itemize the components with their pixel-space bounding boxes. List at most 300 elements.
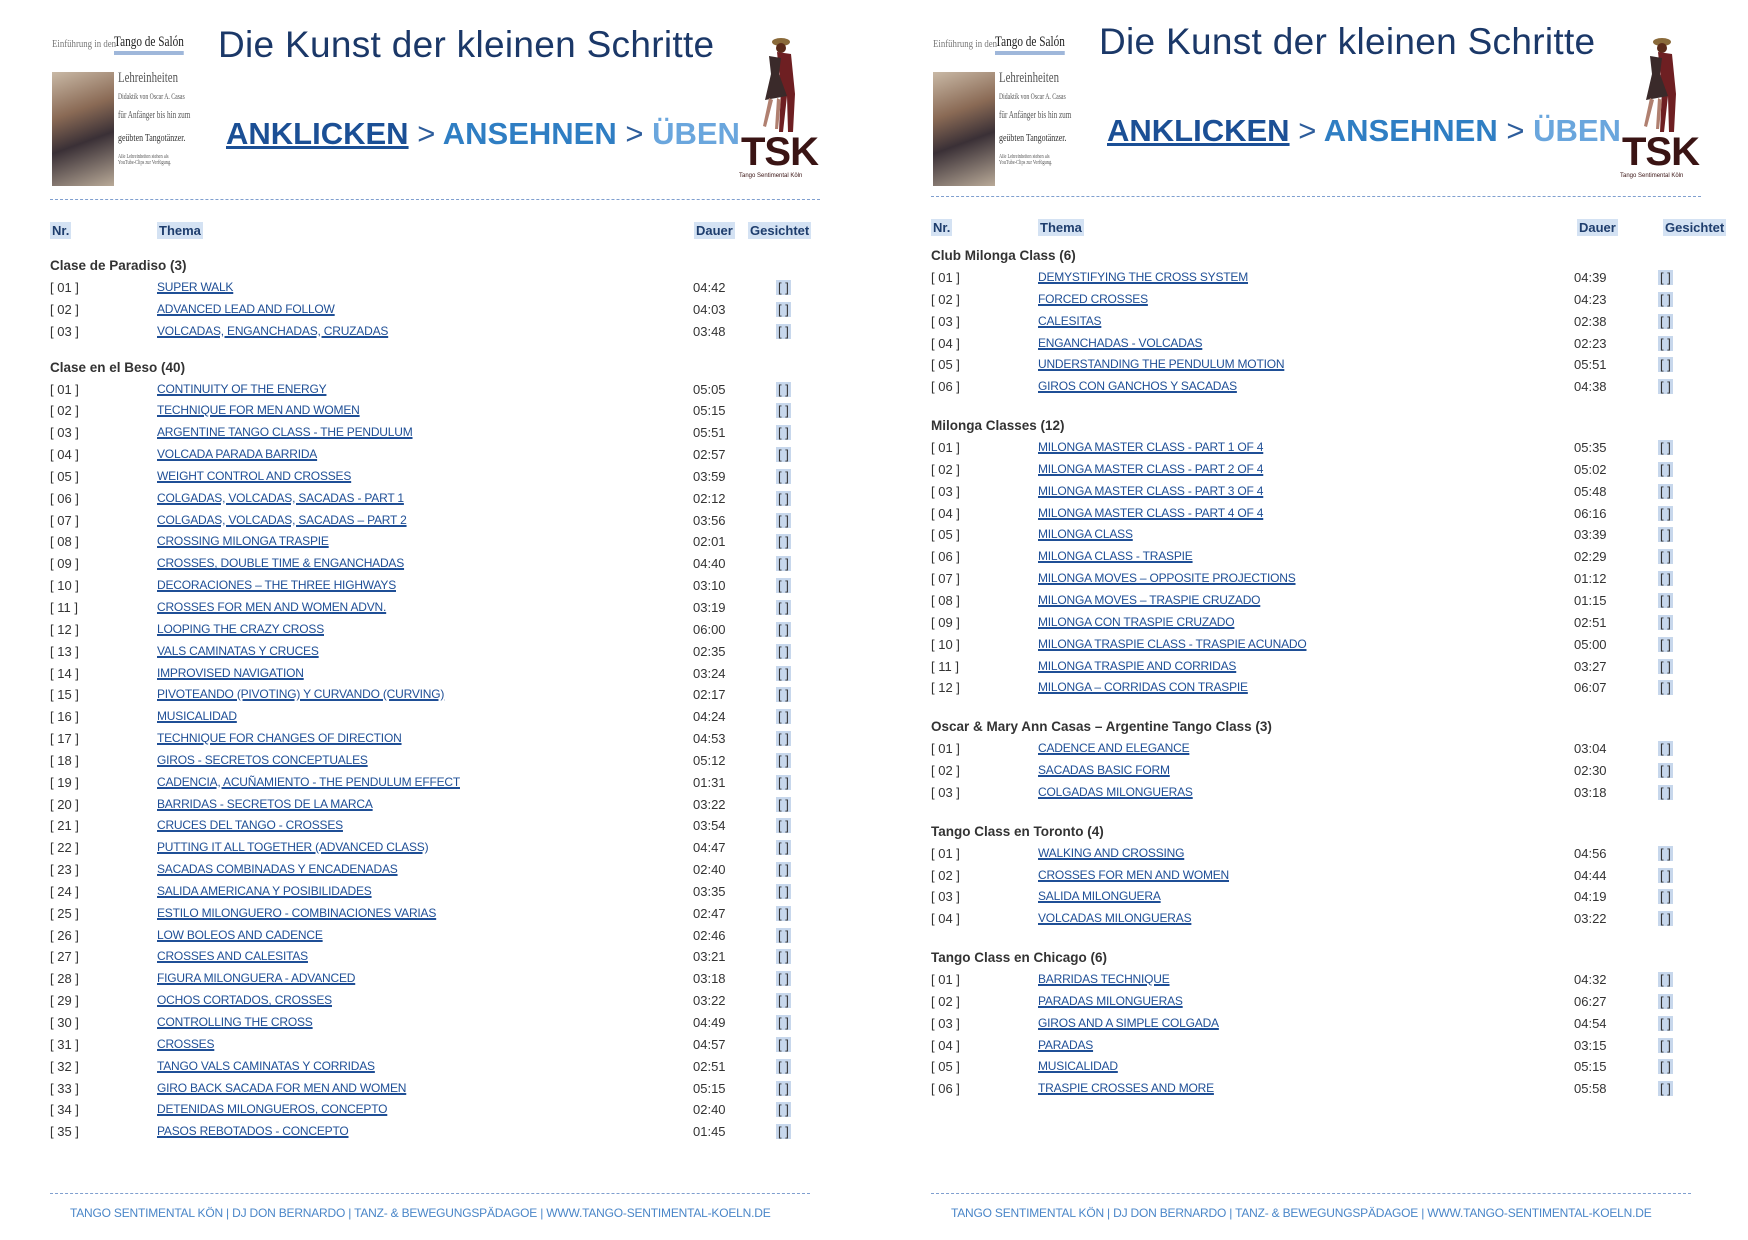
lesson-link[interactable]: SACADAS COMBINADAS Y ENCADENADAS [157, 862, 398, 877]
watched-checkbox[interactable]: [ ] [778, 403, 789, 419]
lesson-link[interactable]: VALS CAMINATAS Y CRUCES [157, 643, 319, 658]
lesson-duration: 04:32 [1574, 972, 1607, 988]
lesson-duration: 05:58 [1574, 1081, 1607, 1097]
lesson-row [931, 1056, 1701, 1078]
watched-checkbox[interactable]: [ ] [778, 512, 789, 528]
watched-checkbox[interactable]: [ ] [778, 840, 789, 856]
lesson-link[interactable]: LOOPING THE CRAZY CROSS [157, 621, 324, 636]
lesson-number: [ 05 ] [50, 468, 79, 484]
lesson-row [50, 990, 820, 1012]
lesson-link[interactable]: MILONGA MOVES – OPPOSITE PROJECTIONS [1038, 571, 1296, 586]
lesson-row [50, 1012, 820, 1034]
lesson-link[interactable]: MUSICALIDAD [157, 709, 237, 724]
watched-checkbox[interactable]: [ ] [778, 381, 789, 397]
lesson-number: [ 04 ] [931, 335, 960, 351]
lesson-number: [ 24 ] [50, 883, 79, 899]
watched-checkbox[interactable]: [ ] [1660, 440, 1671, 456]
lesson-row [50, 277, 820, 299]
lesson-row [50, 641, 820, 663]
watched-checkbox[interactable]: [ ] [778, 1124, 789, 1140]
column-header-dauer: Dauer [1579, 220, 1616, 235]
lesson-number: [ 05 ] [931, 357, 960, 373]
group-heading: Tango Class en Toronto (4) [931, 823, 1104, 839]
lesson-row [931, 289, 1701, 311]
lesson-duration: 03:56 [693, 512, 726, 528]
watched-checkbox[interactable]: [ ] [1660, 291, 1671, 307]
lesson-duration: 01:31 [693, 774, 726, 790]
watched-checkbox[interactable]: [ ] [1660, 527, 1671, 543]
logo-text: Einführung in den [933, 38, 998, 50]
lesson-duration: 05:15 [693, 403, 726, 419]
watched-checkbox[interactable]: [ ] [1660, 1081, 1671, 1097]
lesson-duration: 04:03 [693, 301, 726, 317]
lesson-number: [ 02 ] [931, 291, 960, 307]
watched-checkbox[interactable]: [ ] [778, 578, 789, 594]
watched-checkbox[interactable]: [ ] [1660, 549, 1671, 565]
lesson-link[interactable]: ESTILO MILONGUERO - COMBINACIONES VARIAS [157, 905, 437, 920]
lesson-link[interactable]: MILONGA MASTER CLASS - PART 4 OF 4 [1038, 505, 1264, 520]
lesson-duration: 02:47 [693, 905, 726, 921]
lesson-number: [ 03 ] [931, 313, 960, 329]
lesson-number: [ 34 ] [50, 1102, 79, 1118]
lesson-number: [ 06 ] [931, 549, 960, 565]
lesson-number: [ 04 ] [50, 447, 79, 463]
lesson-number: [ 04 ] [931, 505, 960, 521]
watched-checkbox[interactable]: [ ] [1660, 313, 1671, 329]
lesson-link[interactable]: MILONGA MOVES – TRASPIE CRUZADO [1038, 592, 1261, 607]
lesson-row [50, 663, 820, 685]
watched-checkbox[interactable]: [ ] [778, 468, 789, 484]
lesson-number: [ 30 ] [50, 1015, 79, 1030]
lesson-duration: 04:54 [1574, 1015, 1607, 1031]
lesson-link[interactable]: GIROS CON GANCHOS Y SACADAS [1038, 379, 1237, 394]
watched-checkbox[interactable]: [ ] [1660, 1037, 1671, 1053]
lesson-group [50, 255, 820, 343]
dancers-photo [52, 72, 114, 186]
lesson-row [931, 437, 1701, 459]
group-heading: Oscar & Mary Ann Casas – Argentine Tango Class (3) [931, 719, 1272, 735]
lesson-row [50, 510, 820, 532]
lesson-link[interactable]: DECORACIONES – THE THREE HIGHWAYS [157, 578, 396, 593]
lesson-link[interactable]: MILONGA CLASS - TRASPIE [1038, 549, 1193, 564]
lesson-row [50, 1099, 820, 1121]
lesson-number: [ 13 ] [50, 643, 79, 659]
lesson-duration: 06:16 [1574, 505, 1607, 521]
watched-checkbox[interactable]: [ ] [1660, 357, 1671, 373]
lesson-link[interactable]: CROSSES FOR MEN AND WOMEN [1038, 867, 1230, 882]
tsk-logo [739, 34, 819, 184]
lesson-duration: 01:12 [1574, 571, 1607, 587]
lesson-duration: 04:40 [693, 556, 726, 572]
lesson-duration: 04:24 [693, 709, 726, 725]
lesson-number: [ 03 ] [50, 425, 79, 441]
lesson-link[interactable]: SALIDA AMERICANA Y POSIBILIDADES [157, 883, 372, 898]
watched-checkbox[interactable]: [ ] [1660, 680, 1671, 696]
lesson-duration: 05:15 [1574, 1059, 1607, 1075]
lesson-link[interactable]: FIGURA MILONGUERA - ADVANCED [157, 971, 356, 986]
logo-text: Alle Lehreinheiten stehen als YouTube-Clips zur Verfügung. [118, 154, 172, 166]
lesson-link[interactable]: MILONGA MASTER CLASS - PART 3 OF 4 [1038, 483, 1264, 498]
lesson-link[interactable]: CROSSES, DOUBLE TIME & ENGANCHADAS [157, 556, 405, 571]
watched-checkbox[interactable]: [ ] [1660, 889, 1671, 905]
lesson-row [931, 376, 1701, 398]
lesson-row [931, 677, 1701, 699]
lesson-link[interactable]: ENGANCHADAS - VOLCADAS [1038, 335, 1203, 350]
lesson-link[interactable]: VOLCADAS, ENGANCHADAS, CRUZADAS [157, 323, 389, 338]
steps-heading [1107, 113, 1621, 149]
watched-checkbox[interactable]: [ ] [778, 425, 789, 441]
lesson-link[interactable]: DEMYSTIFYING THE CROSS SYSTEM [1038, 270, 1249, 284]
logo-text: für Anfänger bis hin zum [999, 110, 1072, 121]
separator: > [625, 116, 644, 151]
watched-checkbox[interactable]: [ ] [778, 818, 789, 834]
lesson-row [50, 553, 820, 575]
steps-heading [226, 116, 740, 152]
page-footer: TANGO SENTIMENTAL KÖN | DJ DON BERNARDO | TANZ- & BEWEGUNGSPÄDAGOE | WWW.TANGO-SENTIMENTAL-KOELN.DE [70, 1206, 771, 1220]
watched-checkbox[interactable]: [ ] [778, 665, 789, 681]
lesson-duration: 03:59 [693, 468, 726, 484]
watched-checkbox[interactable]: [ ] [1660, 571, 1671, 587]
lesson-row [931, 908, 1701, 930]
watched-checkbox[interactable]: [ ] [778, 1058, 789, 1074]
lesson-number: [ 01 ] [50, 280, 79, 295]
lesson-number: [ 02 ] [50, 301, 79, 317]
page-title: Die Kunst der kleinen Schritte [1099, 21, 1596, 62]
lesson-row [50, 379, 820, 401]
lesson-number: [ 15 ] [50, 687, 79, 703]
watched-checkbox[interactable]: [ ] [1660, 505, 1671, 521]
watched-checkbox[interactable]: [ ] [1660, 784, 1671, 800]
lesson-row [931, 524, 1701, 546]
watched-checkbox[interactable]: [ ] [778, 905, 789, 921]
watched-checkbox[interactable]: [ ] [1660, 379, 1671, 395]
lesson-row [50, 925, 820, 947]
lesson-link[interactable]: CROSSING MILONGA TRASPIE [157, 534, 329, 549]
lesson-group [931, 821, 1701, 930]
page-title: Die Kunst der kleinen Schritte [218, 24, 715, 65]
lesson-row [50, 400, 820, 422]
watched-checkbox[interactable]: [ ] [1660, 636, 1671, 652]
watched-checkbox[interactable]: [ ] [1660, 993, 1671, 1009]
lesson-link[interactable]: SUPER WALK [157, 280, 234, 294]
lesson-row [931, 267, 1701, 289]
lesson-number: [ 32 ] [50, 1058, 79, 1074]
lesson-row [50, 750, 820, 772]
lesson-link[interactable]: CADENCE AND ELEGANCE [1038, 741, 1190, 756]
lesson-row [931, 612, 1701, 634]
lesson-row [931, 481, 1701, 503]
lesson-duration: 03:35 [693, 883, 726, 899]
group-heading: Tango Class en Chicago (6) [931, 950, 1108, 966]
anklicken-link[interactable]: ANKLICKEN [1107, 113, 1290, 148]
watched-checkbox[interactable]: [ ] [778, 1080, 789, 1096]
group-heading: Club Milonga Class (6) [931, 248, 1076, 263]
lesson-link[interactable]: CONTINUITY OF THE ENERGY [157, 381, 327, 396]
separator: > [1298, 113, 1317, 148]
lesson-number: [ 04 ] [931, 1037, 960, 1053]
lesson-link[interactable]: IMPROVISED NAVIGATION [157, 665, 304, 680]
lesson-link[interactable]: MILONGA – CORRIDAS CON TRASPIE [1038, 680, 1248, 695]
lesson-number: [ 02 ] [931, 867, 960, 883]
watched-checkbox[interactable]: [ ] [1660, 972, 1671, 988]
lesson-number: [ 01 ] [931, 972, 960, 988]
lesson-duration: 05:51 [1574, 357, 1607, 373]
logo-text: Didaktik von Oscar A. Casas [999, 92, 1066, 101]
lesson-link[interactable]: VOLCADAS MILONGUERAS [1038, 911, 1192, 926]
tsk-logo-text: TSK [1622, 130, 1699, 174]
watched-checkbox[interactable]: [ ] [1660, 270, 1671, 285]
lesson-number: [ 14 ] [50, 665, 79, 681]
group-heading: Clase de Paradiso (3) [50, 258, 187, 273]
lesson-row [50, 488, 820, 510]
watched-checkbox[interactable]: [ ] [778, 949, 789, 965]
lesson-number: [ 11 ] [50, 599, 78, 615]
lesson-row [50, 1056, 820, 1078]
lesson-number: [ 12 ] [931, 680, 960, 696]
lesson-link[interactable]: CROSSES AND CALESITAS [157, 949, 308, 964]
lesson-link[interactable]: PUTTING IT ALL TOGETHER (ADVANCED CLASS) [157, 840, 429, 855]
watched-checkbox[interactable]: [ ] [778, 796, 789, 812]
lesson-duration: 03:27 [1574, 658, 1607, 674]
lesson-number: [ 02 ] [931, 993, 960, 1009]
watched-checkbox[interactable]: [ ] [1660, 763, 1671, 779]
lesson-link[interactable]: UNDERSTANDING THE PENDULUM MOTION [1038, 357, 1285, 372]
logo-text: Einführung in den [52, 38, 117, 50]
lesson-link[interactable]: PARADAS MILONGUERAS [1038, 993, 1183, 1008]
lesson-link[interactable]: ARGENTINE TANGO CLASS - THE PENDULUM [157, 425, 413, 440]
lesson-link[interactable]: GIROS - SECRETOS CONCEPTUALES [157, 752, 368, 767]
lesson-duration: 02:51 [1574, 614, 1607, 630]
lesson-number: [ 22 ] [50, 840, 79, 856]
watched-checkbox[interactable]: [ ] [1660, 1059, 1671, 1075]
lesson-duration: 03:39 [1574, 527, 1607, 543]
lesson-duration: 03:22 [693, 993, 726, 1009]
lesson-link[interactable]: PIVOTEANDO (PIVOTING) Y CURVANDO (CURVING) [157, 687, 445, 702]
footer-divider [931, 1193, 1691, 1194]
lesson-duration: 03:04 [1574, 741, 1607, 757]
lesson-link[interactable]: TANGO VALS CAMINATAS Y CORRIDAS [157, 1058, 375, 1073]
watched-checkbox[interactable]: [ ] [1660, 483, 1671, 499]
lesson-number: [ 11 ] [931, 658, 959, 674]
lesson-row [50, 946, 820, 968]
lesson-number: [ 05 ] [931, 527, 960, 543]
lesson-duration: 04:56 [1574, 845, 1607, 861]
lesson-number: [ 03 ] [50, 323, 79, 339]
lesson-link[interactable]: TECHNIQUE FOR MEN AND WOMEN [157, 403, 360, 418]
watched-checkbox[interactable]: [ ] [778, 993, 789, 1009]
watched-checkbox[interactable]: [ ] [778, 447, 789, 463]
lesson-duration: 03:48 [693, 323, 726, 339]
watched-checkbox[interactable]: [ ] [1660, 867, 1671, 883]
lesson-link[interactable]: SALIDA MILONGUERA [1038, 889, 1161, 904]
watched-checkbox[interactable]: [ ] [778, 490, 789, 506]
lesson-group [931, 245, 1701, 398]
lesson-link[interactable]: CROSSES FOR MEN AND WOMEN ADVN. [157, 599, 387, 614]
lesson-link[interactable]: COLGADAS, VOLCADAS, SACADAS - PART 1 [157, 490, 404, 505]
lesson-duration: 03:18 [1574, 784, 1607, 800]
watched-checkbox[interactable]: [ ] [1660, 592, 1671, 608]
lesson-number: [ 29 ] [50, 993, 79, 1009]
watched-checkbox[interactable]: [ ] [778, 883, 789, 899]
column-header-nr: Nr. [933, 220, 951, 235]
lesson-link[interactable]: GIRO BACK SACADA FOR MEN AND WOMEN [157, 1080, 407, 1095]
separator: > [1506, 113, 1525, 148]
lesson-duration: 04:53 [693, 731, 726, 747]
column-header-gesichtet: Gesichtet [750, 223, 810, 238]
logo-text: Alle Lehreinheiten stehen als YouTube-Clips zur Verfügung. [999, 154, 1053, 166]
lesson-link[interactable]: CRUCES DEL TANGO - CROSSES [157, 818, 343, 833]
lesson-link[interactable]: SACADAS BASIC FORM [1038, 763, 1170, 778]
lesson-row [50, 772, 820, 794]
lesson-number: [ 05 ] [931, 1059, 960, 1075]
lesson-row [931, 991, 1701, 1013]
lesson-number: [ 01 ] [931, 270, 960, 285]
lesson-number: [ 17 ] [50, 731, 79, 747]
lesson-link[interactable]: BARRIDAS TECHNIQUE [1038, 972, 1170, 987]
watched-checkbox[interactable]: [ ] [778, 971, 789, 987]
watched-checkbox[interactable]: [ ] [778, 687, 789, 703]
column-header-dauer: Dauer [696, 223, 733, 238]
lesson-link[interactable]: WALKING AND CROSSING [1038, 845, 1185, 860]
lesson-link[interactable]: FORCED CROSSES [1038, 291, 1148, 306]
watched-checkbox[interactable]: [ ] [1660, 741, 1671, 757]
lesson-number: [ 01 ] [931, 440, 960, 456]
lesson-row [931, 782, 1701, 804]
watched-checkbox[interactable]: [ ] [1660, 335, 1671, 351]
watched-checkbox[interactable]: [ ] [778, 280, 789, 295]
lesson-list [50, 255, 820, 1157]
watched-checkbox[interactable]: [ ] [778, 599, 789, 615]
watched-checkbox[interactable]: [ ] [778, 709, 789, 725]
watched-checkbox[interactable]: [ ] [778, 862, 789, 878]
lesson-number: [ 10 ] [931, 636, 960, 652]
watched-checkbox[interactable]: [ ] [778, 774, 789, 790]
lesson-link[interactable]: PASOS REBOTADOS - CONCEPTO [157, 1124, 349, 1139]
watched-checkbox[interactable]: [ ] [1660, 658, 1671, 674]
watched-checkbox[interactable]: [ ] [1660, 614, 1671, 630]
watched-checkbox[interactable]: [ ] [778, 731, 789, 747]
lesson-row [931, 760, 1701, 782]
watched-checkbox[interactable]: [ ] [778, 1102, 789, 1118]
lesson-link[interactable]: LOW BOLEOS AND CADENCE [157, 927, 323, 942]
lesson-number: [ 06 ] [931, 379, 960, 395]
watched-checkbox[interactable]: [ ] [778, 927, 789, 943]
lesson-duration: 04:49 [693, 1015, 726, 1030]
separator: > [417, 116, 436, 151]
watched-checkbox[interactable]: [ ] [778, 534, 789, 550]
lesson-link[interactable]: WEIGHT CONTROL AND CROSSES [157, 468, 352, 483]
watched-checkbox[interactable]: [ ] [778, 643, 789, 659]
lesson-link[interactable]: TECHNIQUE FOR CHANGES OF DIRECTION [157, 731, 402, 746]
watched-checkbox[interactable]: [ ] [1660, 911, 1671, 927]
lesson-link[interactable]: VOLCADA PARADA BARRIDA [157, 447, 318, 462]
watched-checkbox[interactable]: [ ] [778, 1036, 789, 1052]
lesson-duration: 03:22 [1574, 911, 1607, 927]
watched-checkbox[interactable]: [ ] [778, 621, 789, 637]
lesson-link[interactable]: MILONGA CLASS [1038, 527, 1133, 542]
lesson-row [931, 546, 1701, 568]
lesson-link[interactable]: CALESITAS [1038, 313, 1102, 328]
lesson-number: [ 06 ] [931, 1081, 960, 1097]
lesson-link[interactable]: COLGADAS, VOLCADAS, SACADAS – PART 2 [157, 512, 407, 527]
lesson-link[interactable]: MILONGA MASTER CLASS - PART 2 OF 4 [1038, 461, 1264, 476]
lesson-number: [ 27 ] [50, 949, 79, 965]
ueben-text: ÜBEN [652, 116, 740, 151]
lesson-duration: 02:40 [693, 862, 726, 878]
lesson-number: [ 01 ] [931, 845, 960, 861]
lesson-link[interactable]: TRASPIE CROSSES AND MORE [1038, 1081, 1214, 1096]
ansehnen-text: ANSEHNEN [442, 116, 617, 151]
lesson-number: [ 09 ] [50, 556, 79, 572]
watched-checkbox[interactable]: [ ] [778, 556, 789, 572]
lesson-number: [ 06 ] [50, 490, 79, 506]
lesson-duration: 04:44 [1574, 867, 1607, 883]
lesson-number: [ 04 ] [931, 911, 960, 927]
lesson-duration: 06:00 [693, 621, 726, 637]
lesson-link[interactable]: MILONGA MASTER CLASS - PART 1 OF 4 [1038, 440, 1264, 455]
logo-text: Lehreinheiten [118, 70, 178, 86]
lesson-link[interactable]: DETENIDAS MILONGUEROS, CONCEPTO [157, 1102, 388, 1117]
lesson-duration: 02:51 [693, 1058, 726, 1074]
lesson-link[interactable]: CADENCIA, ACUÑAMIENTO - THE PENDULUM EFFECT [157, 774, 460, 789]
lesson-link[interactable]: CONTROLLING THE CROSS [157, 1015, 313, 1029]
lesson-duration: 02:35 [693, 643, 726, 659]
lesson-link[interactable]: MUSICALIDAD [1038, 1059, 1118, 1074]
lesson-row [931, 656, 1701, 678]
lesson-row [50, 903, 820, 925]
lesson-duration: 04:47 [693, 840, 726, 856]
lesson-row [50, 859, 820, 881]
lesson-link[interactable]: CROSSES [157, 1036, 215, 1051]
lesson-link[interactable]: PARADAS [1038, 1037, 1094, 1052]
lesson-link[interactable]: OCHOS CORTADOS, CROSSES [157, 993, 332, 1008]
tango-de-salon-book-logo [933, 34, 1072, 186]
watched-checkbox[interactable]: [ ] [778, 301, 789, 317]
lesson-link[interactable]: MILONGA TRASPIE CLASS - TRASPIE ACUNADO [1038, 636, 1307, 651]
lesson-group [931, 947, 1701, 1100]
logo-text: Lehreinheiten [999, 70, 1059, 86]
lesson-link[interactable]: MILONGA CON TRASPIE CRUZADO [1038, 614, 1235, 629]
lesson-link[interactable]: COLGADAS MILONGUERAS [1038, 784, 1193, 799]
lesson-link[interactable]: MILONGA TRASPIE AND CORRIDAS [1038, 658, 1237, 673]
lesson-duration: 03:21 [693, 949, 726, 965]
dancers-photo [933, 72, 995, 186]
lesson-duration: 01:45 [693, 1124, 726, 1140]
lesson-row [50, 968, 820, 990]
watched-checkbox[interactable]: [ ] [778, 752, 789, 768]
watched-checkbox[interactable]: [ ] [1660, 461, 1671, 477]
lesson-row [931, 865, 1701, 887]
lesson-link[interactable]: ADVANCED LEAD AND FOLLOW [157, 301, 335, 316]
lesson-link[interactable]: BARRIDAS - SECRETOS DE LA MARCA [157, 796, 373, 811]
header-divider [931, 196, 1701, 197]
lesson-row [931, 333, 1701, 355]
lesson-duration: 04:38 [1574, 379, 1607, 395]
watched-checkbox[interactable]: [ ] [1660, 1015, 1671, 1031]
lesson-duration: 02:40 [693, 1102, 726, 1118]
logo-text: Tango de Salón [114, 34, 184, 55]
lesson-link[interactable]: GIROS AND A SIMPLE COLGADA [1038, 1015, 1219, 1030]
lesson-list [931, 245, 1701, 1117]
anklicken-link[interactable]: ANKLICKEN [226, 116, 409, 151]
watched-checkbox[interactable]: [ ] [778, 1015, 789, 1030]
lesson-row [931, 843, 1701, 865]
lesson-duration: 01:15 [1574, 592, 1607, 608]
watched-checkbox[interactable]: [ ] [778, 323, 789, 339]
watched-checkbox[interactable]: [ ] [1660, 845, 1671, 861]
column-header-thema: Thema [1040, 220, 1082, 235]
column-header-nr: Nr. [52, 223, 70, 238]
